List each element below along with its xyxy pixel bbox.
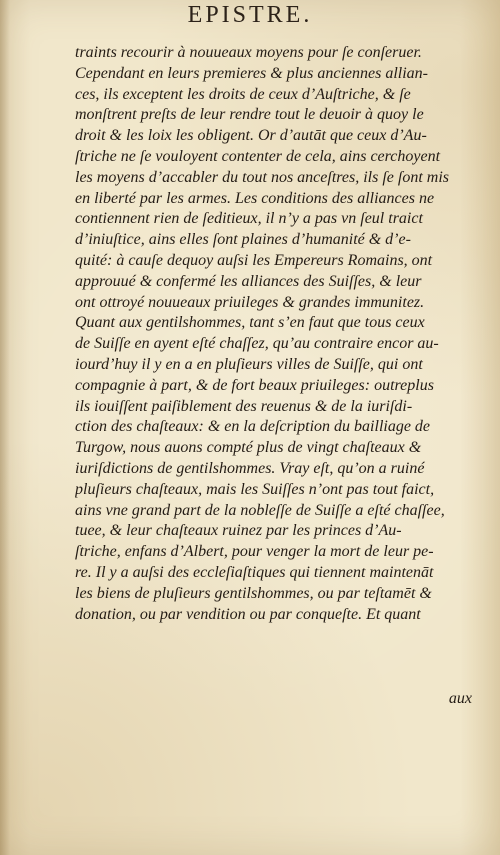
text-line: traints recourir à nouueaux moyens pour ſe conſeruer. [75,44,422,61]
text-line: ces, ils exceptent les droits de ceux d’Auſtriche, & ſe [75,85,411,103]
text-line: droit & les loix les obligent. Or d’autāt que ceux d’Au- [75,127,427,145]
text-line: ſtriche, enfans d’Albert, pour venger la mort de leur pe- [75,543,434,561]
text-line: en liberté par les armes. Les conditions des alliances ne [75,189,435,207]
page-header: EPISTRE. [187,2,313,28]
text-line: d’iniuſtice, ains elles ſont plaines d’humanité & d’e- [75,231,411,249]
text-line: ction des chaſteaux: & en la deſcription du bailliage de [75,418,431,436]
text-line: iuriſdictions de gentilshommes. Vray eſt, qu’on a ruiné [75,459,425,477]
catchword: aux [448,690,472,707]
text-line: Quant aux gentilshommes, tant s’en faut que tous ceux [75,314,425,332]
text-line: donation, ou par vendition ou par conqueſte. Et quant [75,605,421,623]
text-line: ſtriche ne ſe vouloyent contenter de cela, ains cerchoyent [75,147,441,165]
text-line: iourd’huy il y en a en pluſieurs villes de Suiſſe, qui ont [75,355,423,373]
body-text [75,43,467,625]
text-line: de Suiſſe en ayent eſté chaſſez, qu’au contraire encor au- [75,335,439,353]
text-line: les biens de pluſieurs gentilshommes, ou par teſtamēt & [75,584,432,602]
text-line: re. Il y a auſsi des eccleſiaſtiques qui tiennent maintenāt [75,563,434,581]
text-line: compagnie à part, & de fort beaux priuileges: outreplus [75,376,434,394]
text-line: ains vne grand part de la nobleſſe de Suiſſe a eſté chaſſee, [75,501,445,519]
text-line: tuee, & leur chaſteaux ruinez par les princes d’Au- [75,522,402,540]
text-line: Turgow, nous auons compté plus de vingt chaſteaux & [75,439,422,457]
text-line: pluſieurs chaſteaux, mais les Suiſſes n’ont pas tout faict, [75,480,435,498]
text-line: ils iouiſſent paiſiblement des reuenus & de la iuriſdi- [75,397,413,415]
text-line: monſtrent preſts de leur rendre tout le deuoir à quoy le [75,106,424,124]
text-line: ont ottroyé nouueaux priuileges & grandes immunitez. [75,293,425,311]
text-line: approuué & confermé les alliances des Suiſſes, & leur [75,272,422,290]
text-line: contiennent rien de ſeditieux, il n’y a pas vn ſeul traict [75,210,423,228]
text-line: quité: à cauſe dequoy auſsi les Empereurs Romains, ont [75,251,433,269]
text-line: Cependant en leurs premieres & plus anciennes allian- [75,64,428,82]
text-line: les moyens d’accabler du tout nos anceſtres, ils ſe ſont mis [75,168,450,186]
